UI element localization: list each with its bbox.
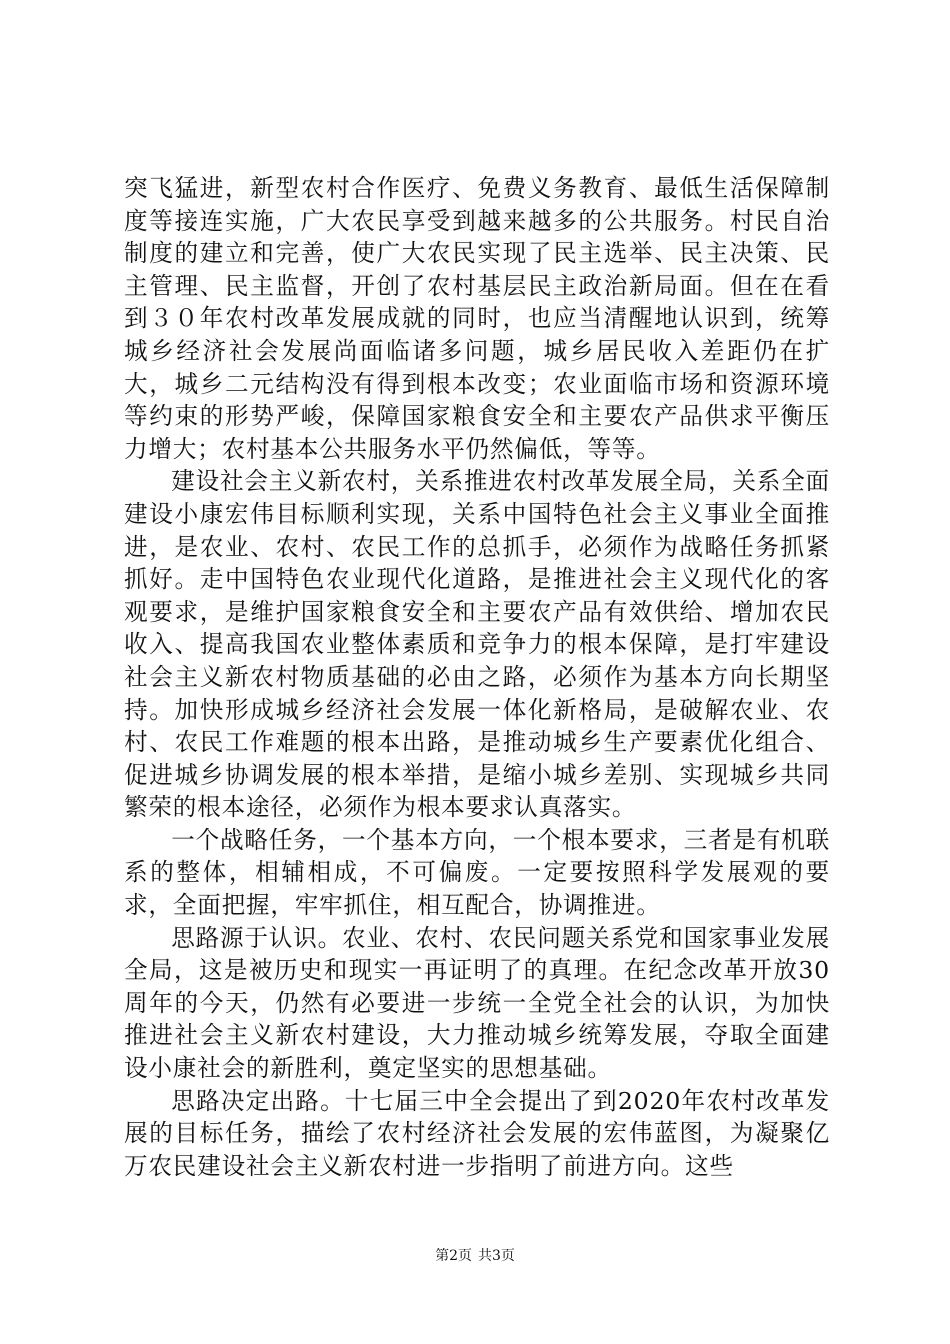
paragraph-3: 一个战略任务，一个基本方向，一个根本要求，三者是有机联系的整体，相辅相成，不可偏废。一定要按照科学发展观的要求，全面把握，牢牢抓住，相互配合，协调推进。	[124, 825, 830, 920]
paragraph-5: 思路决定出路。十七届三中全会提出了到2020年农村改革发展的目标任务，描绘了农村经济社会发展的宏伟蓝图，为凝聚亿万农民建设社会主义新农村进一步指明了前进方向。这些	[124, 1086, 830, 1180]
document-body	[124, 172, 830, 1182]
page-footer	[0, 1246, 950, 1266]
paragraph-2: 建设社会主义新农村，关系推进农村改革发展全局，关系全面建设小康宏伟目标顺利实现，关系中国特色社会主义事业全面推进，是农业、农村、农民工作的总抓手，必须作为战略任务抓紧抓好。走中国特色农业现代化道路，是推进社会主义现代化的客观要求，是维护国家粮食安全和主要农产品有效供给、增加农民收入、提高我国农业整体素质和竞争力的根本保障，是打牢建设社会主义新农村物质基础的必由之路，必须作为基本方向长期坚持。加快形成城乡经济社会发展一体化新格局，是破解农业、农村、农民工作难题的根本出路，是推动城乡生产要素优化组合、促进城乡协调发展的根本举措，是缩小城乡差别、实现城乡共同繁荣的根本途径，必须作为根本要求认真落实。	[124, 467, 830, 822]
page-number: 第2页	[435, 1248, 472, 1264]
paragraph-4: 思路源于认识。农业、农村、农民问题关系党和国家事业发展全局，这是被历史和现实一再证明了的真理。在纪念改革开放30周年的今天，仍然有必要进一步统一全党全社会的认识，为加快推进社会主义新农村建设，大力推动城乡统筹发展，夺取全面建设小康社会的新胜利，奠定坚实的思想基础。	[124, 923, 830, 1083]
page-total: 共3页	[478, 1248, 515, 1264]
paragraph-1: 突飞猛进，新型农村合作医疗、免费义务教育、最低生活保障制度等接连实施，广大农民享受到越来越多的公共服务。村民自治制度的建立和完善，使广大农民实现了民主选举、民主决策、民主管理、民主监督，开创了农村基层民主政治新局面。但在在看到３０年农村改革发展成就的同时，也应当清醒地认识到，统筹城乡经济社会发展尚面临诸多问题，城乡居民收入差距仍在扩大，城乡二元结构没有得到根本改变；农业面临市场和资源环境等约束的形势严峻，保障国家粮食安全和主要农产品供求平衡压力增大；农村基本公共服务水平仍然偏低，等等。	[124, 174, 830, 463]
